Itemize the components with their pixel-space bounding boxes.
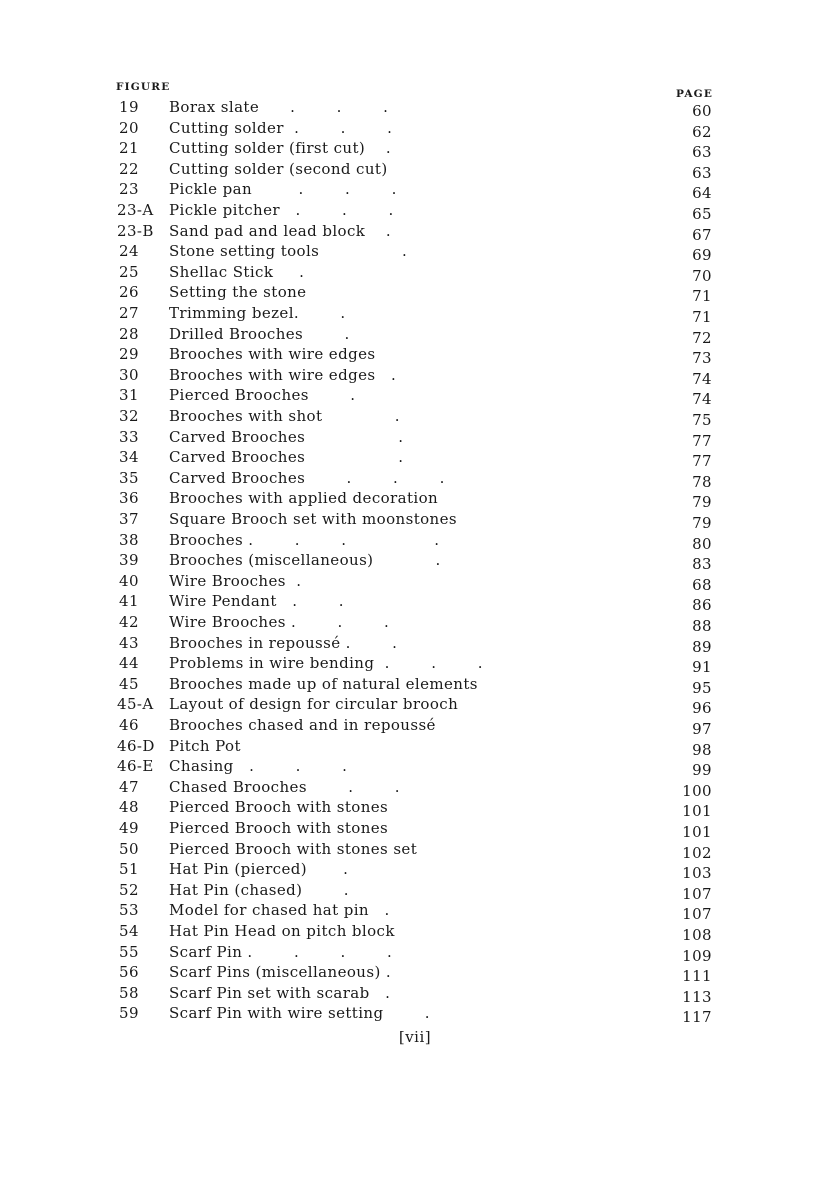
list-item	[0, 303, 840, 324]
figure-number: 22	[119, 159, 139, 178]
figure-title: Scarf Pin set with scarab .	[169, 983, 391, 1002]
list-item	[0, 818, 840, 839]
figure-number: 59	[119, 1004, 139, 1023]
list-item	[0, 406, 840, 427]
page-number: 88	[692, 617, 712, 635]
list-item	[0, 324, 840, 345]
page-number: 77	[692, 452, 712, 471]
page-number: 109	[682, 946, 712, 965]
figure-title: Drilled Brooches .	[169, 324, 350, 343]
page-number: 75	[692, 411, 712, 429]
list-item	[0, 736, 840, 757]
list-item	[0, 509, 840, 530]
page-number: 91	[692, 658, 712, 677]
page-number: 103	[682, 864, 712, 883]
page-number: 80	[692, 534, 712, 553]
list-item	[0, 427, 840, 448]
page-number: 77	[692, 431, 712, 450]
page-number: 68	[692, 575, 712, 594]
list-item	[0, 756, 840, 780]
figure-title: Layout of design for circular brooch	[169, 695, 459, 714]
figure-title: Pierced Brooch with stones	[169, 819, 389, 837]
list-item	[0, 1003, 840, 1027]
figure-number: 24	[119, 242, 139, 261]
figure-title: Pierced Brooch with stones	[169, 798, 389, 817]
figure-number: 19	[119, 98, 139, 116]
figure-number: 54	[119, 922, 139, 940]
list-item	[0, 179, 840, 203]
list-item	[0, 715, 840, 736]
figure-title: Hat Pin (pierced) .	[169, 860, 349, 879]
figure-title: Cutting solder (first cut) .	[169, 139, 392, 158]
figure-number: 26	[119, 283, 139, 302]
page-folio: [vii]	[398, 1028, 432, 1046]
figure-number: 46	[119, 716, 139, 734]
figure-number: 23	[119, 180, 139, 199]
page-number: 83	[692, 555, 712, 574]
figure-title: Scarf Pin with wire setting .	[169, 1004, 430, 1023]
figure-title: Wire Brooches .	[169, 571, 302, 590]
page-number: 79	[692, 514, 712, 532]
list-item	[0, 344, 840, 368]
page-number: 101	[682, 802, 712, 821]
list-item	[0, 385, 840, 409]
figure-title: Pierced Brooch with stones set	[169, 839, 418, 858]
figure-number: 40	[119, 571, 139, 590]
figure-number: 43	[119, 633, 139, 652]
figure-number: 58	[119, 983, 139, 1002]
figure-number: 31	[119, 386, 139, 405]
figure-number: 45-A	[117, 695, 154, 714]
page-number: 100	[682, 781, 712, 800]
page-number: 78	[692, 472, 712, 491]
figure-title: Brooches with applied decoration	[169, 489, 439, 508]
figure-number: 46-E	[117, 757, 154, 776]
page-number: 71	[692, 308, 712, 326]
list-item	[0, 633, 840, 654]
figure-title: Wire Pendant . .	[169, 592, 344, 611]
list-item	[0, 921, 840, 942]
figure-title: Brooches chased and in repoussé	[169, 716, 436, 734]
list-item	[0, 550, 840, 574]
figure-title: Scarf Pin . . . .	[169, 942, 393, 961]
figure-number: 23-B	[117, 221, 154, 240]
page-column-header: PAGE	[676, 88, 714, 100]
page-number: 96	[692, 699, 712, 718]
page-number: 74	[692, 390, 712, 409]
page-number: 89	[692, 637, 712, 656]
figure-number: 34	[119, 448, 139, 467]
list-item	[0, 962, 840, 986]
page-number: 63	[692, 143, 712, 162]
figure-number: 48	[119, 798, 139, 817]
figure-title: Hat Pin (chased) .	[169, 880, 349, 899]
page-number: 108	[682, 926, 712, 944]
list-item	[0, 200, 840, 221]
figure-title: Pickle pan . . .	[169, 180, 397, 199]
figure-title: Setting the stone	[169, 283, 307, 302]
page-number: 117	[682, 1008, 712, 1027]
list-item	[0, 797, 840, 821]
list-item	[0, 694, 840, 718]
figure-number: 32	[119, 407, 139, 425]
figure-number: 20	[119, 118, 139, 137]
figure-number: 29	[119, 345, 139, 364]
page-number: 69	[692, 246, 712, 265]
page-number: 111	[682, 967, 712, 986]
page-number: 64	[692, 184, 712, 203]
figure-number: 47	[119, 777, 139, 796]
figure-number: 35	[119, 468, 139, 487]
figure-number: 38	[119, 530, 139, 549]
list-item	[0, 262, 840, 283]
page-number: 70	[692, 266, 712, 285]
page-number: 73	[692, 349, 712, 368]
figure-title: Square Brooch set with moonstones	[169, 510, 457, 528]
list-item	[0, 159, 840, 180]
page-number: 97	[692, 720, 712, 738]
page-number: 63	[692, 163, 712, 182]
figure-number: 46-D	[117, 736, 155, 755]
figure-title: Pitch Pot	[169, 736, 241, 755]
figure-number: 36	[119, 489, 139, 508]
figure-number: 55	[119, 942, 139, 961]
page-number: 107	[682, 884, 712, 903]
figure-column-header: FIGURE	[116, 81, 171, 93]
figure-number: 30	[119, 365, 139, 384]
page-number: 101	[682, 823, 712, 841]
list-item	[0, 983, 840, 1004]
figure-title: Carved Brooches .	[169, 427, 404, 446]
figure-number: 42	[119, 613, 139, 631]
figure-title: Cutting solder (second cut)	[169, 159, 388, 178]
list-item	[0, 138, 840, 162]
list-item	[0, 447, 840, 471]
figure-number: 27	[119, 304, 139, 322]
figure-title: Brooches with wire edges	[169, 345, 376, 364]
figure-number: 39	[119, 551, 139, 570]
list-item	[0, 612, 840, 633]
figure-number: 25	[119, 262, 139, 281]
figure-number: 49	[119, 819, 139, 837]
figure-title: Scarf Pins (miscellaneous) .	[169, 963, 392, 982]
list-item	[0, 468, 840, 489]
figure-number: 51	[119, 860, 139, 879]
list-item	[0, 942, 840, 963]
list-item	[0, 880, 840, 901]
figure-number: 52	[119, 880, 139, 899]
list-item	[0, 591, 840, 615]
figure-title: Carved Brooches .	[169, 448, 404, 467]
list-item	[0, 571, 840, 592]
page-number: 95	[692, 678, 712, 697]
figure-number: 21	[119, 139, 139, 158]
figure-number: 45	[119, 674, 139, 693]
figure-title: Brooches with wire edges .	[169, 365, 397, 384]
figure-title: Model for chased hat pin .	[169, 901, 390, 920]
figure-title: Pierced Brooches .	[169, 386, 356, 405]
figure-title: Brooches . . . .	[169, 530, 440, 549]
list-item	[0, 282, 840, 306]
page-number: 71	[692, 287, 712, 306]
figure-title: Chased Brooches . .	[169, 777, 400, 796]
figure-number: 28	[119, 324, 139, 343]
figure-title: Brooches (miscellaneous) .	[169, 551, 441, 570]
list-item	[0, 241, 840, 265]
page-number: 99	[692, 761, 712, 780]
figure-title: Brooches made up of natural elements	[169, 674, 478, 693]
figure-title: Stone setting tools .	[169, 242, 408, 261]
list-item	[0, 900, 840, 924]
list-item	[0, 674, 840, 695]
figure-number: 56	[119, 963, 139, 982]
list-item	[0, 97, 840, 118]
figure-number: 41	[119, 592, 139, 611]
figure-title: Shellac Stick .	[169, 262, 305, 281]
figure-title: Brooches with shot .	[169, 407, 400, 425]
figure-title: Problems in wire bending . . .	[169, 654, 483, 673]
figure-title: Borax slate . . .	[169, 98, 389, 116]
list-item	[0, 530, 840, 551]
page-number: 102	[682, 843, 712, 862]
figure-title: Chasing . . .	[169, 757, 348, 776]
page-number: 65	[692, 205, 712, 223]
figure-title: Wire Brooches . . .	[169, 613, 390, 631]
list-item	[0, 859, 840, 883]
page-number: 107	[682, 905, 712, 924]
list-item	[0, 365, 840, 386]
list-item	[0, 653, 840, 677]
figure-title: Hat Pin Head on pitch block	[169, 922, 395, 940]
list-item	[0, 839, 840, 860]
figure-title: Sand pad and lead block .	[169, 221, 392, 240]
figure-title: Brooches in repoussé . .	[169, 633, 398, 652]
figure-title: Cutting solder . . .	[169, 118, 393, 137]
figure-number: 37	[119, 510, 139, 528]
page-number: 67	[692, 225, 712, 244]
figure-title: Pickle pitcher . . .	[169, 201, 394, 219]
page-number: 79	[692, 493, 712, 512]
figure-number: 33	[119, 427, 139, 446]
page-number: 60	[692, 102, 712, 120]
figure-title: Trimming bezel. .	[169, 304, 346, 322]
figure-number: 23-A	[117, 201, 154, 219]
page-number: 86	[692, 596, 712, 615]
list-item	[0, 777, 840, 798]
page-number: 72	[692, 328, 712, 347]
list-item	[0, 221, 840, 242]
figure-number: 50	[119, 839, 139, 858]
figure-title: Carved Brooches . . .	[169, 468, 445, 487]
list-item	[0, 118, 840, 139]
page-number: 98	[692, 740, 712, 759]
figure-number: 44	[119, 654, 139, 673]
figure-number: 53	[119, 901, 139, 920]
page-number: 74	[692, 369, 712, 388]
list-item	[0, 488, 840, 512]
page-number: 62	[692, 122, 712, 141]
page-number: 113	[682, 987, 712, 1006]
